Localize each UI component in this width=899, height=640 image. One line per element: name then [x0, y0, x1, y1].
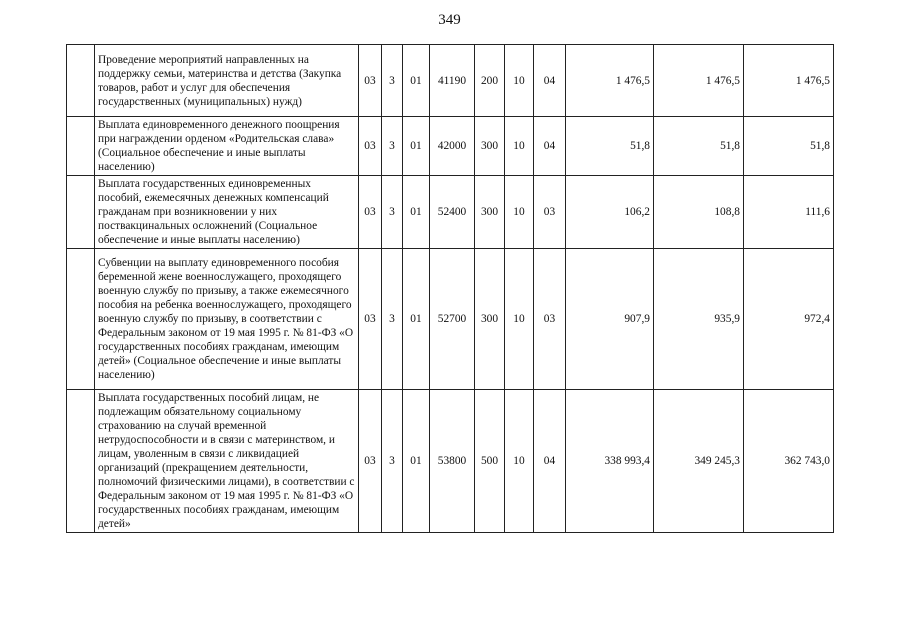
amount-cell: 338 993,4	[566, 390, 654, 533]
code-cell: 01	[403, 176, 430, 249]
row-number-cell	[67, 176, 95, 249]
row-number-cell	[67, 45, 95, 117]
amount-cell: 935,9	[654, 249, 744, 390]
budget-table	[66, 44, 834, 533]
code-cell: 10	[505, 390, 534, 533]
code-cell: 10	[505, 117, 534, 176]
table-row	[67, 176, 834, 249]
amount-cell: 1 476,5	[744, 45, 834, 117]
description-cell: Выплата государственных пособий лицам, не подлежащим обязательному социальному страхованию на случай временной нетрудоспособности и в связи с материнством, и лицам, уволенным в связи с ликвидацией организаций (прекращением деятельности, полномочий физическими лицами), в соответствии с Федеральным законом от 19 мая 1995 г. № 81-ФЗ «О государственных пособиях гражданам, имеющим детей»	[95, 390, 359, 533]
code-cell: 300	[475, 176, 505, 249]
description-cell: Субвенции на выплату единовременного пособия беременной жене военнослужащего, проходящего военную службу по призыву, а также ежемесячного пособия на ребенка военнослужащего, проходящего военную службу по призыву, в соответствии с Федеральным законом от 19 мая 1995 г. № 81-ФЗ «О государственных пособиях гражданам, имеющим детей» (Социальное обеспечение и иные выплаты населению)	[95, 249, 359, 390]
code-cell: 300	[475, 117, 505, 176]
page-number: 349	[438, 12, 461, 28]
amount-cell: 349 245,3	[654, 390, 744, 533]
code-cell: 3	[382, 249, 403, 390]
code-cell: 04	[534, 117, 566, 176]
code-cell: 10	[505, 176, 534, 249]
table-row	[67, 249, 834, 390]
amount-cell: 907,9	[566, 249, 654, 390]
code-cell: 41190	[430, 45, 475, 117]
code-cell: 52400	[430, 176, 475, 249]
code-cell: 53800	[430, 390, 475, 533]
amount-cell: 972,4	[744, 249, 834, 390]
code-cell: 01	[403, 390, 430, 533]
table-row	[67, 390, 834, 533]
row-number-cell	[67, 249, 95, 390]
amount-cell: 51,8	[566, 117, 654, 176]
description-cell: Выплата государственных единовременных пособий, ежемесячных денежных компенсаций гражданам при возникновении у них поствакцинальных осложнений (Социальное обеспечение и иные выплаты населению)	[95, 176, 359, 249]
amount-cell: 362 743,0	[744, 390, 834, 533]
code-cell: 200	[475, 45, 505, 117]
code-cell: 04	[534, 390, 566, 533]
code-cell: 10	[505, 249, 534, 390]
description-cell: Выплата единовременного денежного поощрения при награждении орденом «Родительская слава» (Социальное обеспечение и иные выплаты населению)	[95, 117, 359, 176]
code-cell: 3	[382, 45, 403, 117]
code-cell: 04	[534, 45, 566, 117]
code-cell: 03	[534, 176, 566, 249]
code-cell: 03	[359, 249, 382, 390]
code-cell: 3	[382, 176, 403, 249]
code-cell: 01	[403, 117, 430, 176]
code-cell: 500	[475, 390, 505, 533]
amount-cell: 111,6	[744, 176, 834, 249]
amount-cell: 108,8	[654, 176, 744, 249]
amount-cell: 51,8	[744, 117, 834, 176]
code-cell: 300	[475, 249, 505, 390]
code-cell: 03	[534, 249, 566, 390]
code-cell: 03	[359, 45, 382, 117]
code-cell: 52700	[430, 249, 475, 390]
description-cell: Проведение мероприятий направленных на поддержку семьи, материнства и детства (Закупка товаров, работ и услуг для обеспечения государственных (муниципальных) нужд)	[95, 45, 359, 117]
code-cell: 01	[403, 249, 430, 390]
code-cell: 01	[403, 45, 430, 117]
code-cell: 03	[359, 117, 382, 176]
amount-cell: 51,8	[654, 117, 744, 176]
code-cell: 10	[505, 45, 534, 117]
amount-cell: 106,2	[566, 176, 654, 249]
amount-cell: 1 476,5	[566, 45, 654, 117]
table-row	[67, 45, 834, 117]
code-cell: 42000	[430, 117, 475, 176]
amount-cell: 1 476,5	[654, 45, 744, 117]
code-cell: 03	[359, 390, 382, 533]
table-row	[67, 117, 834, 176]
row-number-cell	[67, 117, 95, 176]
code-cell: 3	[382, 390, 403, 533]
code-cell: 03	[359, 176, 382, 249]
row-number-cell	[67, 390, 95, 533]
code-cell: 3	[382, 117, 403, 176]
